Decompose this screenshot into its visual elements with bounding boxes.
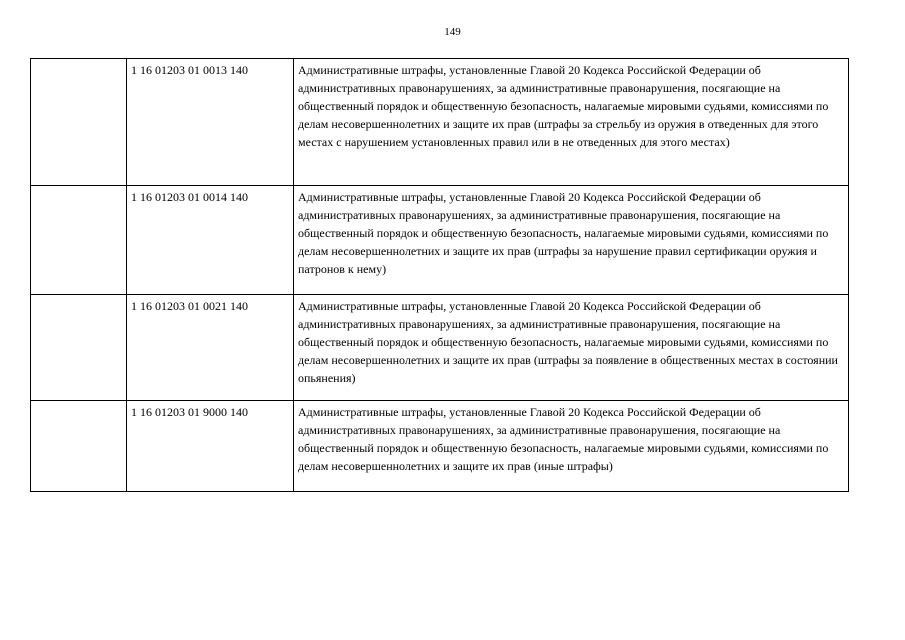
table-cell-description: Административные штрафы, установленные Главой 20 Кодекса Российской Федерации об административных правонарушениях, за административные правонарушения, посягающие на общественный порядок и общественную безопасность, налагаемые мировыми судьями, комиссиями по делам несовершеннолетних и защите их прав (штрафы за стрельбу из оружия в отведенных для этого местах с нарушением установленных правил или в не отведенных для этого местах) xyxy=(294,59,849,186)
table-cell-description: Административные штрафы, установленные Главой 20 Кодекса Российской Федерации об административных правонарушениях, за административные правонарушения, посягающие на общественный порядок и общественную безопасность, налагаемые мировыми судьями, комиссиями по делам несовершеннолетних и защите их прав (штрафы за появление в общественных местах в состоянии опьянения) xyxy=(294,295,849,401)
table-cell-empty xyxy=(31,186,127,295)
table-cell-code: 1 16 01203 01 0021 140 xyxy=(127,295,294,401)
table-cell-code: 1 16 01203 01 0014 140 xyxy=(127,186,294,295)
budget-codes-table xyxy=(30,58,849,492)
table-cell-code: 1 16 01203 01 9000 140 xyxy=(127,401,294,492)
table-cell-empty xyxy=(31,295,127,401)
table-row xyxy=(31,401,849,492)
table-cell-empty xyxy=(31,59,127,186)
table-cell-empty xyxy=(31,401,127,492)
table-row xyxy=(31,186,849,295)
table-cell-code: 1 16 01203 01 0013 140 xyxy=(127,59,294,186)
table-row xyxy=(31,59,849,186)
table-cell-description: Административные штрафы, установленные Главой 20 Кодекса Российской Федерации об административных правонарушениях, за административные правонарушения, посягающие на общественный порядок и общественную безопасность, налагаемые мировыми судьями, комиссиями по делам несовершеннолетних и защите их прав (штрафы за нарушение правил сертификации оружия и патронов к нему) xyxy=(294,186,849,295)
page-number: 149 xyxy=(444,26,461,38)
table-cell-description: Административные штрафы, установленные Главой 20 Кодекса Российской Федерации об административных правонарушениях, за административные правонарушения, посягающие на общественный порядок и общественную безопасность, налагаемые мировыми судьями, комиссиями по делам несовершеннолетних и защите их прав (иные штрафы) xyxy=(294,401,849,492)
table-row xyxy=(31,295,849,401)
